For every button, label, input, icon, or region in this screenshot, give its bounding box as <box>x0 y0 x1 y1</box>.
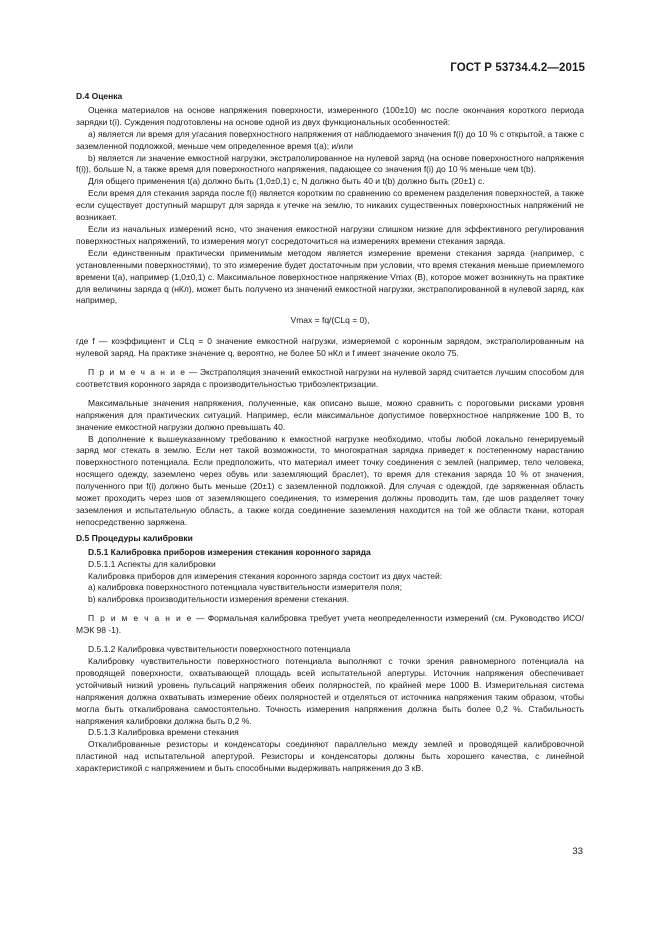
note-label: П р и м е ч а н и е <box>88 367 187 378</box>
subsection-title: D.5.1.1 Аспекты для калибровки <box>88 558 216 569</box>
section-d5-title: D.5 Процедуры калибровки <box>76 532 193 543</box>
note-text: — Экстраполяция значений емкостной нагрузки на нулевой заряд считается лучшим способом для соответствия коронного заряда с производительностью трибоэлектризации. <box>76 367 585 389</box>
list-item: b) калибровка производительности измерения времени стекания. <box>88 594 350 605</box>
paragraph: В дополнение к вышеуказанному требованию к емкостной нагрузке необходимо, чтобы любой локально генерируемый заряд мог стекать в землю. Если нет такой возможности, то многократная зарядка приведет к постепенному нарастанию поверхностного потенциала. Если предположить, что материал имеет точку соединения с землей (например, тело человека, носящего одежду, заземлено через обувь или заземляющий браслет), то время для стекания заряда 10 % от значения, полученного при f(i) должно быть меньше (20±1) с заземленной подложкой. Для случая с одеждой, где заряженная область может проходить через шов от заземляющего соединения, то измерения должны проводить там, где шов разделяет точку заземления и испытательную область, а также когда соединение заземления находится на той же области ткани, которая непосредственно заряжена. <box>76 433 584 527</box>
document-body <box>76 91 584 775</box>
paragraph: Оценка материалов на основе напряжения поверхности, измеренного (100±10) мс после окончания короткого периода зарядки t(i). Суждения подготовлены на основе одной из двух функциональных особенностей: <box>76 104 584 127</box>
paragraph: b) является ли значение емкостной нагрузки, экстраполированное на нулевой заряд (на основе поверхностного напряжения f(i)), больше N, а также время для поверхностного напряжения, падающее со значения f(i) до 10 % меньше чем t(b). <box>76 152 584 175</box>
note-label: П р и м е ч а н и е <box>88 613 193 624</box>
list-item: a) калибровка поверхностного потенциала чувствительности измерителя поля; <box>88 582 402 593</box>
paragraph: Откалиброванные резисторы и конденсаторы соединяют параллельно между землей и проводящей калибровочной пластиной над испытательной апертурой. Резисторы и конденсаторы должны быть хорошего качества, с линейной характеристикой с напряжением и быть способными выдерживать напряжения до 3 кВ. <box>76 739 584 774</box>
paragraph: Если единственным практически применимым методом является измерение времени стекания заряда (например, с установленными поверхностями), то это измерение будет достаточным при условии, что время стекания меньше приемлемого времени t(a), например (1,0±0,1) с. Максимальное поверхностное напряжение Vmax (В), которое может возникнуть на практике для величины заряда q (нКл), может быть получено из значений емкостной нагрузки, экстраполированной в нулевой заряд, как например, <box>76 247 584 306</box>
paragraph: Калибровка приборов для измерения стекания коронного заряда состоит из двух частей: <box>88 570 443 581</box>
subsection-title: D.5.1 Калибровка приборов измерения стекания коронного заряда <box>88 546 371 557</box>
paragraph: Если из начальных измерений ясно, что значения емкостной нагрузки слишком низкие для эффективного регулирования поверхностных напряжений, то измерения могут сосредоточиться на измерениях времени стекания заряда. <box>76 223 584 246</box>
paragraph: Максимальные значения напряжения, полученные, как описано выше, можно сравнить с пороговыми рисками уровня напряжения для практических ситуаций. Например, если максимальное допустимое поверхностное напряжение 100 В, то значение емкостной нагрузки должно превышать 40. <box>76 397 584 432</box>
subsection-title: D.5.1.2 Калибровка чувствительности поверхностного потенциала <box>88 644 351 655</box>
note <box>76 613 584 637</box>
note-text: — Формальная калибровка требует учета неопределенности измерений (см. Руководство ИСО/МЭК 98 -1). <box>76 613 584 636</box>
paragraph: Если время для стекания заряда после f(i) является коротким по сравнению со временем разделения поверхностей, а также если существует доступный маршрут для заряда к утечке на землю, то никаких существенных поверхностных напряжений не возникает. <box>76 188 584 223</box>
section-d4-title: D.4 Оценка <box>76 91 123 101</box>
subsection-title: D.5.1.3 Калибровка времени стекания <box>88 727 239 738</box>
formula: Vmax = fq/(CLq = 0), <box>290 315 370 326</box>
paragraph: a) является ли время для угасания поверхностного напряжения от наблюдаемого значения f(i) до 10 % с открытой, а также с заземленной подложкой, меньше чем определенное время t(a); и/или <box>76 128 584 151</box>
paragraph: Калибровку чувствительности поверхностного потенциала выполняют с точки зрения равномерного потенциала на проводящей поверхности, охватывающей площадь всей испытательной апертуры. Источник напряжения обеспечивает устойчивый низкий уровень пульсаций напряжения обеих полярностей, по крайней мере 1000 В. Измерительная система напряжения должна охватывать измерение обеих полярностей и отделяться от источника напряжения таким образом, чтобы могла быть откалибрована самостоятельно. Точность измерения напряжения должна быть более 0,2 %. Стабильность напряжения калибровки должна быть 0,2 %. <box>76 655 584 726</box>
page-number: 33 <box>572 846 583 857</box>
paragraph: Для общего применения t(a) должно быть (1,0±0,1) с, N должно быть 40 и t(b) должно быть (20±1) с. <box>88 176 485 187</box>
document-code: ГОСТ Р 53734.4.2—2015 <box>450 62 585 74</box>
paragraph: где f — коэффициент и CLq = 0 значение емкостной нагрузки, измеряемой с коронным зарядом, экстраполированным на нулевой заряд. На практике значение q, вероятно, не более 50 нКл и f имеет значение около 75. <box>76 336 584 359</box>
note <box>76 367 584 391</box>
